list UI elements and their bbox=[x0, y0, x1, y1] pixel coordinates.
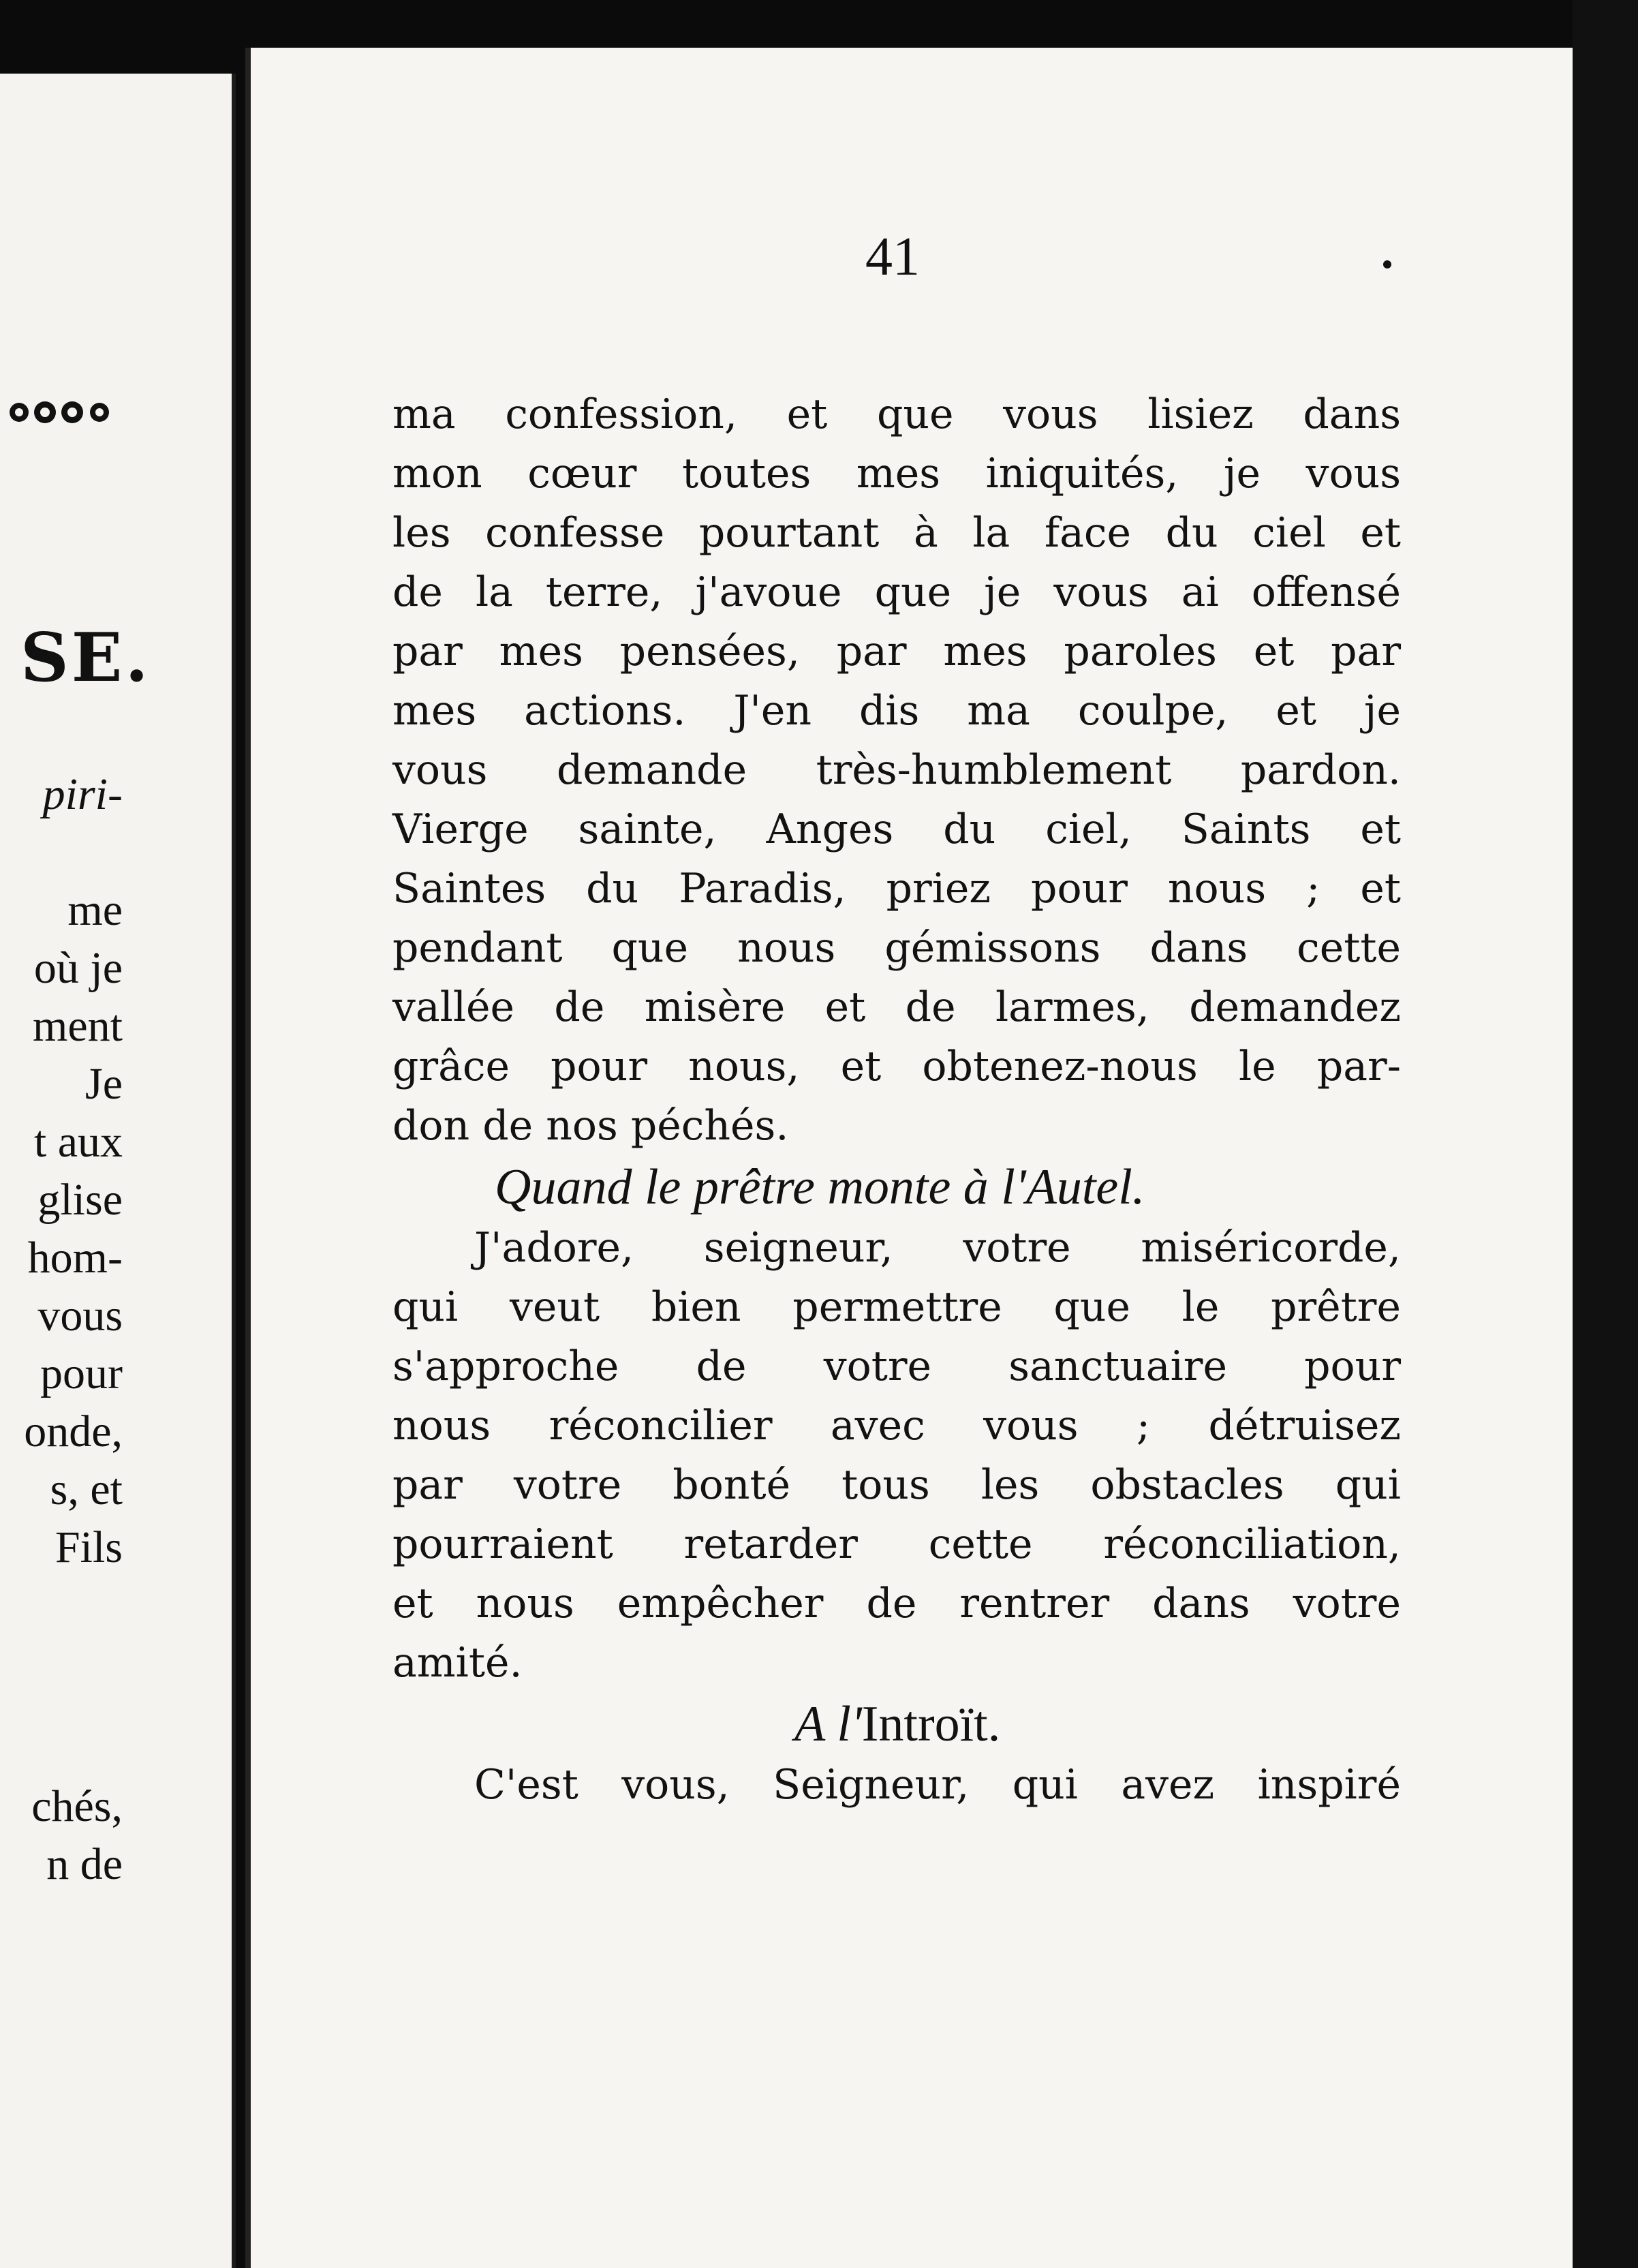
left-page-text-fragment: vous bbox=[37, 1291, 123, 1340]
left-page-text-fragment: Fils bbox=[55, 1522, 123, 1572]
text-line: par votre bonté tous les obstacles qui bbox=[392, 1461, 1401, 1509]
page-body bbox=[392, 385, 1401, 1815]
text-line: nous réconcilier avec vous ; détruisez bbox=[392, 1402, 1401, 1450]
text-line: don de nos péchés. bbox=[392, 1102, 789, 1150]
section-heading-roman: Introït. bbox=[861, 1696, 1001, 1752]
text-line: par mes pensées, par mes paroles et par bbox=[392, 628, 1401, 675]
book-binding-edge bbox=[1573, 0, 1638, 2268]
text-line: C'est vous, Seigneur, qui avez inspiré bbox=[474, 1761, 1401, 1809]
left-page-text-fragment: Je bbox=[85, 1059, 123, 1109]
scan-top-border bbox=[0, 0, 1638, 48]
left-page-text-fragment: pour bbox=[40, 1349, 123, 1398]
left-page-text-fragment: où je bbox=[33, 943, 123, 993]
left-page-text-fragment: hom- bbox=[27, 1233, 123, 1283]
section-heading bbox=[392, 1693, 1401, 1756]
left-page-text-fragment: onde, bbox=[24, 1407, 123, 1456]
left-page-text-fragment: me bbox=[67, 885, 123, 935]
left-page-text-fragment: n de bbox=[46, 1839, 123, 1889]
left-page-fragment bbox=[0, 74, 236, 2268]
text-line: grâce pour nous, et obtenez-nous le par- bbox=[392, 1043, 1401, 1090]
ornament-icon bbox=[5, 388, 121, 436]
left-page-text-fragment: ment bbox=[33, 1001, 123, 1051]
left-page-heading-fragment: SE. bbox=[20, 619, 151, 697]
left-page-text-fragment: chés, bbox=[31, 1781, 123, 1831]
text-line: mon cœur toutes mes iniquités, je vous bbox=[392, 450, 1401, 497]
text-line: qui veut bien permettre que le prêtre bbox=[392, 1283, 1401, 1331]
left-page-text-fragment: piri- bbox=[42, 769, 123, 819]
text-line: Vierge sainte, Anges du ciel, Saints et bbox=[392, 806, 1401, 853]
ink-dot bbox=[1383, 260, 1391, 269]
book-page bbox=[245, 48, 1581, 2268]
left-page-text-fragment: glise bbox=[37, 1175, 123, 1225]
section-heading: Quand le prêtre monte à l'Autel. bbox=[495, 1159, 1145, 1215]
left-page-text-fragment: s, et bbox=[50, 1465, 123, 1514]
text-line: amité. bbox=[392, 1639, 523, 1687]
text-line: les confesse pourtant à la face du ciel et bbox=[392, 509, 1401, 557]
text-line: J'adore, seigneur, votre miséricorde, bbox=[474, 1224, 1401, 1272]
left-page-text-fragment: t aux bbox=[33, 1117, 123, 1167]
page-number: 41 bbox=[865, 227, 920, 287]
section-heading-italic: A l' bbox=[794, 1696, 862, 1752]
text-line: vallée de misère et de larmes, demandez bbox=[392, 983, 1401, 1031]
text-line: Saintes du Paradis, priez pour nous ; et bbox=[392, 865, 1401, 913]
text-line: pourraient retarder cette réconciliation, bbox=[392, 1520, 1401, 1568]
text-line: vous demande très-humblement pardon. bbox=[392, 746, 1401, 794]
text-line: de la terre, j'avoue que je vous ai offensé bbox=[392, 568, 1401, 616]
text-line: pendant que nous gémissons dans cette bbox=[392, 924, 1401, 972]
text-line: mes actions. J'en dis ma coulpe, et je bbox=[392, 687, 1401, 735]
text-line: et nous empêcher de rentrer dans votre bbox=[392, 1580, 1401, 1627]
text-line: ma confession, et que vous lisiez dans bbox=[392, 390, 1401, 438]
text-line: s'approche de votre sanctuaire pour bbox=[392, 1343, 1401, 1390]
